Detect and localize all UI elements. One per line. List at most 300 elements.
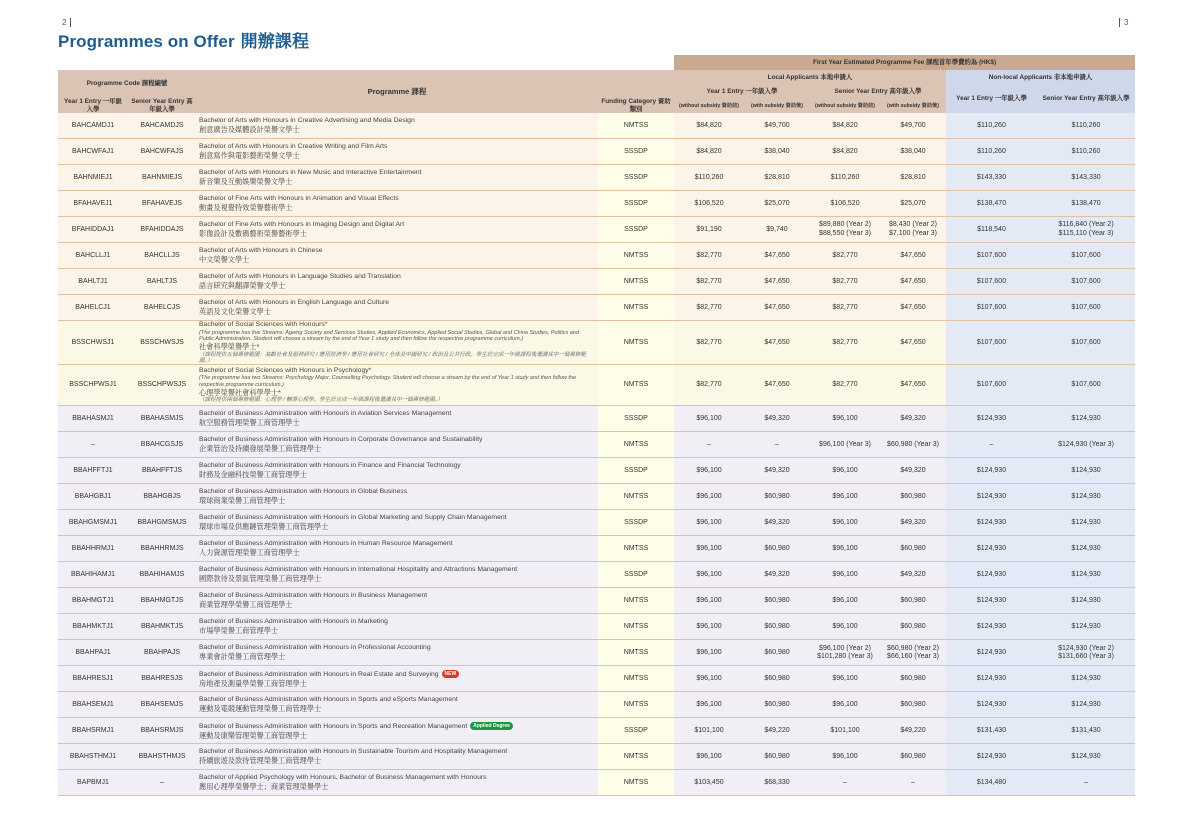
sy-fee-without-subsidy: $82,770 (810, 243, 880, 269)
nonlocal-sy-fee: $131,430 (1037, 718, 1135, 744)
programme (196, 588, 598, 614)
programme-name-zh: 房地產及測量學榮譽工商管理學士 (199, 678, 307, 688)
sy-fee-without-subsidy: $82,770 (810, 321, 880, 365)
sy-fee-without-subsidy: $96,100 (810, 510, 880, 536)
funding-category: NMTSS (598, 770, 674, 796)
funding-category: SSSDP (598, 217, 674, 243)
table-row (58, 406, 1135, 432)
table-row (58, 744, 1135, 770)
funding-category: NMTSS (598, 269, 674, 295)
nonlocal-sy-fee: $124,930 (1037, 666, 1135, 692)
y1-fee-without-subsidy: $96,100 (674, 458, 744, 484)
y1-fee-with-subsidy: – (744, 432, 810, 458)
sy-fee-with-subsidy: $28,810 (880, 165, 946, 191)
sy-with-header: (with subsidy 資助後) (880, 98, 946, 113)
y1-code: BBAHIHAMJ1 (58, 562, 128, 588)
nonlocal-y1-fee: $107,600 (946, 365, 1037, 406)
y1-fee-with-subsidy: $47,650 (744, 365, 810, 406)
sy-code: BSSCHWSJS (128, 321, 196, 365)
programme (196, 295, 598, 321)
programme (196, 614, 598, 640)
programme-name-en: Bachelor of Arts with Honours in Language Studies and Translation (199, 272, 401, 280)
funding-header: Funding Category 資助類別 (598, 98, 674, 113)
table-row (58, 113, 1135, 139)
nonlocal-sy-fee: $107,600 (1037, 269, 1135, 295)
y1-fee-with-subsidy: $28,810 (744, 165, 810, 191)
programme-name-en: Bachelor of Business Administration with Honours in Global Business (199, 488, 408, 496)
sy-fee-without-subsidy: $96,100 (810, 484, 880, 510)
nonlocal-y1-fee: $124,930 (946, 406, 1037, 432)
programme (196, 484, 598, 510)
local-header: Local Applicants 本地申請人 (674, 70, 946, 85)
nonlocal-sy-fee: $110,260 (1037, 139, 1135, 165)
nonlocal-y1-fee: $143,330 (946, 165, 1037, 191)
programme-name-en: Bachelor of Business Administration with Honours in Sports and Recreation Management (199, 722, 468, 730)
sy-code: BBAHPAJS (128, 640, 196, 666)
y1-code: BFAHAVEJ1 (58, 191, 128, 217)
y1-fee-without-subsidy: $84,820 (674, 139, 744, 165)
sy-fee-with-subsidy: $60,980 (880, 666, 946, 692)
programme (196, 640, 598, 666)
nonlocal-y1-fee: $138,470 (946, 191, 1037, 217)
sy-fee-without-subsidy: $110,260 (810, 165, 880, 191)
sy-fee-without-subsidy: $101,100 (810, 718, 880, 744)
sy-fee-with-subsidy: $60,980 (880, 614, 946, 640)
y1-fee-with-subsidy: $60,980 (744, 536, 810, 562)
programme-name-zh: 財務及金融科技榮譽工商管理學士 (199, 470, 307, 480)
programme (196, 365, 598, 406)
local-y1-header: Year 1 Entry 一年級入學 (674, 85, 810, 98)
y1-fee-without-subsidy: $84,820 (674, 113, 744, 139)
sy-fee-without-subsidy: $106,520 (810, 191, 880, 217)
table-row (58, 666, 1135, 692)
programme (196, 113, 598, 139)
table-row (58, 191, 1135, 217)
y1-fee-without-subsidy: $110,260 (674, 165, 744, 191)
sy-fee-with-subsidy: $49,320 (880, 458, 946, 484)
y1-code: BAHCAMDJ1 (58, 113, 128, 139)
programme (196, 692, 598, 718)
table-row (58, 536, 1135, 562)
sy-fee-without-subsidy: $84,820 (810, 139, 880, 165)
sy-fee-without-subsidy: $82,770 (810, 295, 880, 321)
y1-fee-without-subsidy: $96,100 (674, 510, 744, 536)
nonlocal-y1-fee: $124,930 (946, 614, 1037, 640)
funding-category: NMTSS (598, 614, 674, 640)
y1-fee-with-subsidy: $49,320 (744, 458, 810, 484)
programme (196, 243, 598, 269)
programme-name-en: Bachelor of Arts with Honours in Chinese (199, 246, 323, 254)
sy-fee-without-subsidy: $96,100 (810, 458, 880, 484)
sy-fee-without-subsidy: $96,100 (810, 562, 880, 588)
y1-fee-with-subsidy: $60,980 (744, 484, 810, 510)
nonlocal-y1-fee: $110,260 (946, 139, 1037, 165)
sy-without-header: (without subsidy 資助前) (810, 98, 880, 113)
nonlocal-y1-fee: $124,930 (946, 640, 1037, 666)
y1-fee-without-subsidy: $96,100 (674, 640, 744, 666)
y1-code: BSSCHWSJ1 (58, 321, 128, 365)
funding-category: SSSDP (598, 406, 674, 432)
programme-name-zh: 運動及電競運動管理榮譽工商管理學士 (199, 704, 322, 714)
y1-fee-with-subsidy: $49,700 (744, 113, 810, 139)
nonlocal-y1-fee: $107,600 (946, 269, 1037, 295)
programme-name-zh: 商業管理學榮譽工商管理學士 (199, 600, 293, 610)
programme-name-en: Bachelor of Business Administration with Honours in Finance and Financial Technology (199, 462, 461, 470)
sy-code: BBAHASMJS (128, 406, 196, 432)
programme (196, 770, 598, 796)
table-row (58, 510, 1135, 536)
y1-code: BAPBMJ1 (58, 770, 128, 796)
y1-fee-without-subsidy: $82,770 (674, 243, 744, 269)
nonlocal-sy-fee: $138,470 (1037, 191, 1135, 217)
y1-fee-with-subsidy: $60,980 (744, 692, 810, 718)
programme-name-zh: 動畫及視覺特效榮譽藝術學士 (199, 203, 293, 213)
page-title-en: Programmes on Offer (58, 32, 235, 51)
y1-fee-with-subsidy: $49,320 (744, 510, 810, 536)
nonlocal-y1-fee: $107,600 (946, 321, 1037, 365)
y1-code: BBAHSTHMJ1 (58, 744, 128, 770)
programme (196, 269, 598, 295)
sy-fee-without-subsidy: $89,880 (Year 2) $88,550 (Year 3) (810, 217, 880, 243)
sy-code: BAHCLLJS (128, 243, 196, 269)
y1-code: BBAHRESJ1 (58, 666, 128, 692)
sy-fee-without-subsidy: $96,100 (810, 536, 880, 562)
programme (196, 666, 598, 692)
table-row (58, 562, 1135, 588)
y1-code: BBAHGBJ1 (58, 484, 128, 510)
y1-fee-without-subsidy: $106,520 (674, 191, 744, 217)
programme-name-en: Bachelor of Arts with Honours in New Music and Interactive Entertainment (199, 168, 422, 176)
programme-name-en: Bachelor of Social Sciences with Honours in Psychology* (199, 367, 372, 375)
programme-name-zh: 持續旅遊及款待管理榮譽工商管理學士 (199, 756, 322, 766)
nonlocal-y1-fee: $124,930 (946, 666, 1037, 692)
sy-fee-without-subsidy: – (810, 770, 880, 796)
y1-fee-with-subsidy: $49,320 (744, 406, 810, 432)
y1-fee-with-subsidy: $47,650 (744, 321, 810, 365)
sy-fee-with-subsidy: $38,040 (880, 139, 946, 165)
y1-fee-without-subsidy: $96,100 (674, 614, 744, 640)
programme-name-en: Bachelor of Applied Psychology with Honours, Bachelor of Business Management with Honours (199, 774, 487, 782)
nonlocal-sy-fee: $124,930 (1037, 536, 1135, 562)
y1-fee-with-subsidy: $25,070 (744, 191, 810, 217)
sy-fee-with-subsidy: $49,320 (880, 510, 946, 536)
nonlocal-y1-fee: $124,930 (946, 484, 1037, 510)
sy-code: BBAHSTHMJS (128, 744, 196, 770)
programme (196, 536, 598, 562)
programme-name-zh: 英語及文化榮譽文學士 (199, 307, 271, 317)
sy-code: BBAHMKTJS (128, 614, 196, 640)
y1-fee-without-subsidy: $82,770 (674, 269, 744, 295)
nonlocal-y1-fee: $124,930 (946, 744, 1037, 770)
programme-name-en: Bachelor of Business Administration with Honours in Sports and eSports Management (199, 696, 458, 704)
y1-fee-without-subsidy: $82,770 (674, 321, 744, 365)
programme (196, 406, 598, 432)
page-number-right: 3 (1119, 18, 1132, 27)
y1-fee-without-subsidy: $96,100 (674, 588, 744, 614)
nonlocal-sy-fee: $107,600 (1037, 365, 1135, 406)
y1-fee-with-subsidy: $60,980 (744, 614, 810, 640)
nonlocal-sy-fee: $124,930 (Year 2) $131,660 (Year 3) (1037, 640, 1135, 666)
programme (196, 217, 598, 243)
programme-name-zh: 專業會計榮譽工商管理學士 (199, 652, 286, 662)
y1-fee-with-subsidy: $47,650 (744, 295, 810, 321)
sy-code: BBAHMGTJS (128, 588, 196, 614)
table-row (58, 432, 1135, 458)
table-row (58, 588, 1135, 614)
nonlocal-sy-fee: $124,930 (1037, 510, 1135, 536)
programme-name-zh: 國際款待及景區管理榮譽工商管理學士 (199, 574, 322, 584)
nonlocal-sy-fee: $116,840 (Year 2) $115,110 (Year 3) (1037, 217, 1135, 243)
y1-code: BBAHPAJ1 (58, 640, 128, 666)
programme-name-zh: 心理學榮譽社會科學學士* (199, 387, 281, 397)
sy-fee-without-subsidy: $96,100 (810, 614, 880, 640)
y1-code: BBAHSRMJ1 (58, 718, 128, 744)
sy-fee-without-subsidy: $82,770 (810, 365, 880, 406)
y1-code: BBAHSEMJ1 (58, 692, 128, 718)
local-sy-header: Senior Year Entry 高年級入學 (810, 85, 946, 98)
funding-category: SSSDP (598, 139, 674, 165)
y1-fee-with-subsidy: $9,740 (744, 217, 810, 243)
sy-fee-without-subsidy: $96,100 (810, 588, 880, 614)
y1-fee-with-subsidy: $49,220 (744, 718, 810, 744)
sy-fee-with-subsidy: $49,320 (880, 562, 946, 588)
programme-name-en: Bachelor of Business Administration with Honours in Marketing (199, 618, 388, 626)
sy-code: BAHNMIEJS (128, 165, 196, 191)
sy-code: BBAHFFTJS (128, 458, 196, 484)
sy-fee-with-subsidy: $60,980 (Year 2) $66,160 (Year 3) (880, 640, 946, 666)
y1-fee-with-subsidy: $60,980 (744, 666, 810, 692)
programme-note-zh: （課程提供五個專修範圍：高齡社會及服務研究 / 應用經濟學 / 應用社會研究 / 全球及中國研究 / 政治及公共行政。學生於完成一年級課程後選讀其中一個專修範圍。） (199, 351, 586, 365)
sy-code: BBAHSEMJS (128, 692, 196, 718)
programme-note-zh: （課程提供兩個專修範圍：心理學 / 輔導心理學。學生於完成一年級課程後選讀其中一個專修範圍。） (199, 397, 443, 404)
sy-fee-with-subsidy: $60,980 (880, 744, 946, 770)
nonlocal-y1-fee: $124,930 (946, 562, 1037, 588)
funding-category: NMTSS (598, 432, 674, 458)
programme-name-en: Bachelor of Business Administration with Honours in International Hospitality and Attractions Management (199, 566, 518, 574)
y1-with-header: (with subsidy 資助後) (744, 98, 810, 113)
y1-fee-without-subsidy: $82,770 (674, 295, 744, 321)
funding-category: NMTSS (598, 640, 674, 666)
programme-name-zh: 創意廣告及媒體設計榮譽文學士 (199, 125, 300, 135)
y1-fee-without-subsidy: $101,100 (674, 718, 744, 744)
programme-name-zh: 創意寫作與電影藝術榮譽文學士 (199, 151, 300, 161)
sy-code: BBAHHRMJS (128, 536, 196, 562)
y1-code: BBAHGMSMJ1 (58, 510, 128, 536)
funding-category: NMTSS (598, 243, 674, 269)
table-row (58, 165, 1135, 191)
table-row (58, 770, 1135, 796)
page-title (58, 27, 309, 52)
y1-code-header: Year 1 Entry 一年級入學 (58, 98, 128, 113)
y1-code: BAHLTJ1 (58, 269, 128, 295)
sy-fee-with-subsidy: $49,220 (880, 718, 946, 744)
nonlocal-sy-fee: $124,930 (1037, 692, 1135, 718)
sy-fee-without-subsidy: $96,100 (810, 666, 880, 692)
programme-name-en: Bachelor of Business Administration with Honours in Corporate Governance and Sustainability (199, 436, 483, 444)
nonlocal-sy-fee: $124,930 (1037, 484, 1135, 510)
funding-category: NMTSS (598, 321, 674, 365)
sy-code: BBAHIHAMJS (128, 562, 196, 588)
nonlocal-y1-fee: $107,600 (946, 295, 1037, 321)
funding-category: NMTSS (598, 692, 674, 718)
sy-code: BBAHSRMJS (128, 718, 196, 744)
sy-fee-without-subsidy: $82,770 (810, 269, 880, 295)
programme (196, 744, 598, 770)
programme-name-en: Bachelor of Business Administration with Honours in Professional Accounting (199, 644, 431, 652)
programme-name-en: Bachelor of Arts with Honours in Creative Writing and Film Arts (199, 142, 388, 150)
programme-name-en: Bachelor of Fine Arts with Honours in Animation and Visual Effects (199, 194, 399, 202)
y1-fee-with-subsidy: $38,040 (744, 139, 810, 165)
y1-code: BBAHFFTJ1 (58, 458, 128, 484)
table-row (58, 321, 1135, 365)
nonlocal-sy-fee: $107,600 (1037, 321, 1135, 365)
sy-fee-without-subsidy: $96,100 (Year 3) (810, 432, 880, 458)
funding-category: NMTSS (598, 484, 674, 510)
funding-category: SSSDP (598, 510, 674, 536)
y1-code: BFAHIDDAJ1 (58, 217, 128, 243)
sy-code: BBAHGMSMJS (128, 510, 196, 536)
nonlocal-sy-fee: $124,930 (1037, 406, 1135, 432)
sy-fee-with-subsidy: $60,980 (880, 588, 946, 614)
programme (196, 458, 598, 484)
programme-name-zh: 應用心理學榮譽學士；商業管理榮譽學士 (199, 782, 329, 792)
programme-name-zh: 影像設計及數碼藝術榮譽藝術學士 (199, 229, 307, 239)
funding-category: NMTSS (598, 744, 674, 770)
table-row (58, 295, 1135, 321)
y1-code: – (58, 432, 128, 458)
sy-code: – (128, 770, 196, 796)
y1-code: BBAHMKTJ1 (58, 614, 128, 640)
sy-fee-with-subsidy: $47,650 (880, 321, 946, 365)
y1-fee-with-subsidy: $49,320 (744, 562, 810, 588)
nonlocal-sy-fee: $107,600 (1037, 243, 1135, 269)
page-title-zh: 開辦課程 (240, 32, 310, 51)
programme (196, 718, 598, 744)
nonlocal-y1-fee: $124,930 (946, 536, 1037, 562)
nonlocal-sy-fee: $124,930 (1037, 614, 1135, 640)
funding-category: NMTSS (598, 536, 674, 562)
nonlocal-y1-fee: $131,430 (946, 718, 1037, 744)
y1-fee-with-subsidy: $68,330 (744, 770, 810, 796)
nonlocal-y1-fee: $124,930 (946, 588, 1037, 614)
sy-fee-with-subsidy: $60,980 (880, 536, 946, 562)
programme (196, 191, 598, 217)
programme-name-en: Bachelor of Arts with Honours in Creative Advertising and Media Design (199, 116, 415, 124)
nonlocal-sy-fee: $124,930 (1037, 744, 1135, 770)
funding-category: NMTSS (598, 588, 674, 614)
nonlocal-sy-fee: $124,930 (Year 3) (1037, 432, 1135, 458)
funding-category: NMTSS (598, 113, 674, 139)
sy-fee-without-subsidy: $96,100 (810, 692, 880, 718)
programme-name-en: Bachelor of Business Administration with Honours in Real Estate and Surveying (199, 670, 439, 678)
nonlocal-y1-fee: $107,600 (946, 243, 1037, 269)
programme (196, 165, 598, 191)
new-badge: NEW (442, 670, 460, 678)
nonlocal-header: Non-local Applicants 非本地申請人 (946, 70, 1135, 85)
funding-category: NMTSS (598, 295, 674, 321)
nonlocal-y1-fee: $110,260 (946, 113, 1037, 139)
code-header: Programme Code 課程編號 (58, 70, 196, 98)
sy-fee-with-subsidy: $47,650 (880, 243, 946, 269)
table-row (58, 458, 1135, 484)
y1-fee-without-subsidy: $96,100 (674, 484, 744, 510)
y1-fee-without-subsidy: $96,100 (674, 406, 744, 432)
sy-fee-without-subsidy: $96,100 (810, 406, 880, 432)
funding-category: NMTSS (598, 666, 674, 692)
programme-name-zh: 社會科學榮譽學士* (199, 342, 260, 352)
programme-name-en: Bachelor of Social Sciences with Honours* (199, 321, 328, 329)
y1-code: BAHNMIEJ1 (58, 165, 128, 191)
programme-fee-table (58, 55, 1135, 796)
programme-note: (The programme has five Streams: Ageing Society and Services Studies, Applied Economics, Applied Social Studies, Global and China Studies, Politics and Public Administration. Student will choose a stream by the end of Year 1 study and then follow the respective programme curriculum.) (199, 329, 580, 342)
programme (196, 139, 598, 165)
programme-name-zh: 語言研究與翻譯榮譽文學士 (199, 281, 286, 291)
sy-fee-with-subsidy: $49,320 (880, 406, 946, 432)
y1-fee-without-subsidy: $96,100 (674, 744, 744, 770)
programme-name-en: Bachelor of Arts with Honours in English Language and Culture (199, 298, 390, 306)
programme-name-en: Bachelor of Fine Arts with Honours in Imaging Design and Digital Art (199, 220, 405, 228)
programme-name-zh: 市場學榮譽工商管理學士 (199, 626, 279, 636)
sy-fee-without-subsidy: $84,820 (810, 113, 880, 139)
table-row (58, 139, 1135, 165)
y1-code: BBAHHRMJ1 (58, 536, 128, 562)
y1-fee-with-subsidy: $60,980 (744, 744, 810, 770)
sy-code: BBAHRESJS (128, 666, 196, 692)
sy-code: BAHELCJS (128, 295, 196, 321)
nonlocal-sy-fee: $124,930 (1037, 562, 1135, 588)
sy-code: BAHLTJS (128, 269, 196, 295)
sy-code: BAHCAMDJS (128, 113, 196, 139)
table-row (58, 365, 1135, 406)
nonlocal-sy-fee: $143,330 (1037, 165, 1135, 191)
sy-fee-with-subsidy: $49,700 (880, 113, 946, 139)
programme (196, 321, 598, 365)
sy-code: BSSCHPWSJS (128, 365, 196, 406)
funding-category: SSSDP (598, 458, 674, 484)
nonlocal-sy-fee: $110,260 (1037, 113, 1135, 139)
programme-note: (The programme has two Streams: Psychology Major, Counselling Psychology. Student will choose a stream by the end of Year 1 study and then follow the respective programme curriculum.) (199, 375, 577, 388)
sy-code: BFAHAVEJS (128, 191, 196, 217)
nonlocal-y1-fee: $124,930 (946, 510, 1037, 536)
programme-name-en: Bachelor of Business Administration with Honours in Sustainable Tourism and Hospitality Management (199, 748, 508, 756)
funding-category: NMTSS (598, 365, 674, 406)
nonlocal-sy-header: Senior Year Entry 高年級入學 (1037, 85, 1135, 113)
sy-fee-with-subsidy: $47,650 (880, 365, 946, 406)
nonlocal-y1-fee: $118,540 (946, 217, 1037, 243)
programme-name-zh: 環球市場及供應鏈管理榮譽工商管理學士 (199, 522, 329, 532)
programme-name-zh: 中文榮譽文學士 (199, 255, 250, 265)
programme (196, 510, 598, 536)
y1-fee-without-subsidy: – (674, 432, 744, 458)
y1-fee-with-subsidy: $47,650 (744, 269, 810, 295)
nonlocal-sy-fee: $107,600 (1037, 295, 1135, 321)
programme (196, 432, 598, 458)
y1-fee-without-subsidy: $91,190 (674, 217, 744, 243)
y1-code: BAHELCJ1 (58, 295, 128, 321)
y1-fee-with-subsidy: $47,650 (744, 243, 810, 269)
table-row (58, 243, 1135, 269)
nonlocal-y1-fee: $124,930 (946, 458, 1037, 484)
programme-header: Programme 課程 (196, 70, 598, 113)
sy-code-header: Senior Year Entry 高年級入學 (128, 98, 196, 113)
programme-name-en: Bachelor of Business Administration with Honours in Aviation Services Management (199, 410, 452, 418)
y1-fee-with-subsidy: $60,980 (744, 588, 810, 614)
table-row (58, 484, 1135, 510)
sy-code: BBAHGBJS (128, 484, 196, 510)
nonlocal-y1-fee: $134,480 (946, 770, 1037, 796)
funding-category: SSSDP (598, 718, 674, 744)
programme (196, 562, 598, 588)
